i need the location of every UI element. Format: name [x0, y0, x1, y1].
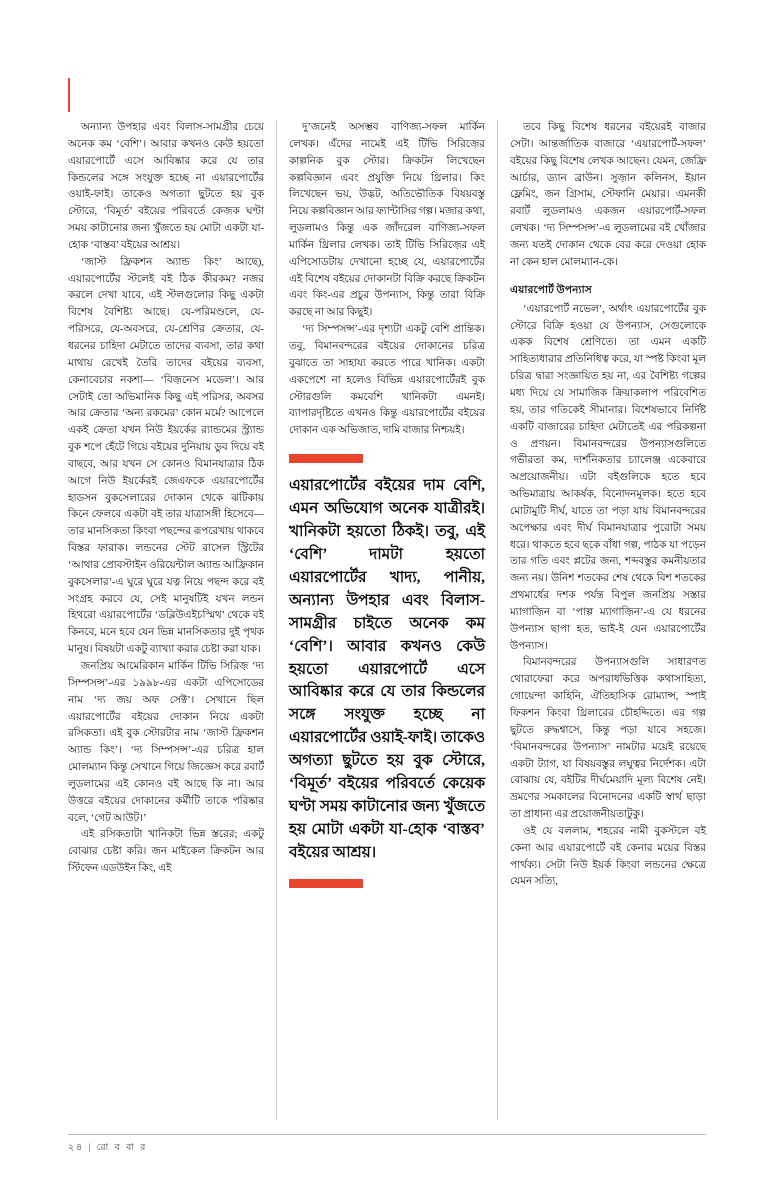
column-divider	[485, 120, 510, 1120]
page-number: ২৪ | রো ব বা র	[68, 1143, 148, 1153]
paragraph: ওই যে বললাম, শহরের নামী বুকস্টলে বই কেনা আর এয়ারপোর্টে বই কেনার ময়ের বিস্তর পার্থক্য। সেটা নিউ ইয়র্ক কিংবা লন্ডনের ক্ষেত্রে যেমন সত্যি,	[510, 825, 706, 888]
article-columns	[68, 120, 706, 1120]
section-heading: এয়ারপোর্ট উপন্যাস	[510, 284, 592, 296]
pull-quote	[289, 454, 485, 888]
pull-quote-rule-bottom	[289, 879, 363, 888]
paragraph: ‘দ্য সিম্পসন্স’-এর দৃশ্যটা একটু বেশি প্রান্তিক। তবু, বিমানবন্দরের বইয়ের দোকানের চরিত্র বুঝাতে তা সাহায্য করতে পারে খানিক। একটা একপেশে না হলেও বিভিন্ন এয়ারপোর্টেরই বুক স্টোরগুলি কমবেশি খানিকটা এমনই। ব্যাপারদৃষ্টিতে এখনও কিন্তু এয়ারপোর্টের বইয়ের দোকান এক অভিজাত, দামি বাজার নিশ্চয়ই।	[289, 324, 485, 437]
paragraph: তবে কিছু বিশেষ ধরনের বইয়েরই বাজার সেটা। আন্তর্জাতিক বাজারে ‘এয়ারপোর্ট-সফল’ বইয়ের কিছু বিশেষ লেখক আছেন। যেমন, জেফ্রি আর্চার, ড্যান ব্রাউন। সুজ়ান কলিনস, ইয়ান ফ্লেমিং, জন গ্রিসাম, স্টেফানি মেয়ার। এমনকী রবার্ট লুডলামও একজন এয়ারপোর্ট-সফল লেখক। ‘দ্য সিম্পসন্স’-এ লুডলামের বই খোঁজার জন্য যতই দোকান থেকে বের করে দেওয়া হোক না কেন হাল মোলম্যান-কে।	[510, 122, 706, 268]
column-divider	[264, 120, 289, 1120]
page-footer	[68, 1134, 706, 1155]
paragraph: এই রসিকতাটা খানিকটা ভিন্ন স্তরের; একটু বোঝার চেষ্টা করি। জন মাইকেল ক্রিকটন আর স্টিফেন এডউইন কিং, এই	[68, 829, 264, 875]
paragraph: বিমানবন্দরের উপন্যাসগুলি সাধারণত থোরাফেরা করে অপরাধভিত্তিক কথাসাহিত্য, গোয়েন্দা কাহিনি, ঐতিহাসিক রোম্যান্স, স্পাই ফিকশন কিংবা থ্রিলারের চৌহদ্দিতে। এর গল্প ছুটতে রুদ্ধশ্বাসে, কিন্তু পড়া যাবে সহজে। ‘বিমানবন্দরের উপন্যাস’ নামটার ময়েই রয়েছে একটা ট্যাগ, যা বিষয়বস্তুর লঘুত্বর নির্দেশক। এটা বোঝায় যে, বইটির দীর্ঘমেয়াদি মূল্য বিশেষ নেই। ভ্রমণের সমকালের বিনোদনের একটি স্বার্থ ছাড়া তা প্রাধান্য এর প্রয়োজনীয়তাটুকু।	[510, 657, 706, 821]
pull-quote-text: এয়ারপোর্টের বইয়ের দাম বেশি, এমন অভিযোগ অনেক যাত্রীরই। খানিকটা হয়তো ঠিকই। তবু, এই ‘বেশি’ দামটা হয়তো এয়ারপোর্টের খাদ্য, পানীয়, অন্যান্য উপহার এবং বিলাস-সামগ্রীর চাইতে অনেক কম ‘বেশি’। আবার কখনও কেউ হয়তো এয়ারপোর্টে এসে আবিষ্কার করে যে তার কিন্ডলের সঙ্গে সংযুক্ত হচ্ছে না এয়ারপোর্টের ওয়াই-ফাই। তাকেও অগত্যা ছুটতে হয় বুক স্টোরে, ‘বিমূর্ত’ বইয়ের পরিবর্তে কেয়েক ঘণ্টা সময় কাটানোর জন্য খুঁজতে হয় মোটা একটা যা-হোক ‘বাস্তব’ বইয়ের আশ্রয়।	[289, 477, 485, 862]
paragraph: জনপ্রিয় আমেরিকান মার্কিন টিভি সিরিজ় ‘দ্য সিম্পসন্স’-এর ১৯৯৮-এর একটা এপিসোডের নাম ‘দ্য জয় অফ সেক্ট’। সেখানে ছিল এয়ারপোর্টের বইয়ের দোকান নিয়ে একটা রসিকতা। এই বুক স্টোরটার নাম ‘জাস্ট ফ্রিকশন অ্যান্ড কিং’। ‘দ্য সিম্পসন্স’-এর চরিত্র হাল মোলম্যান কিন্তু সেখানে গিয়ে জিজ্ঞেস করে রবার্ট লুডলামের এই কোনও বই আছে কি না। আর উত্তরে বইয়ের দোকানের কর্মীটি তাকে পরিষ্কার বলে, ‘গেট আউট।’	[68, 661, 264, 824]
paragraph: অন্যান্য উপহার এবং বিলাস-সামগ্রীর চেয়ে অনেক কম ‘বেশি’। আবার কখনও কেউ হয়তো এয়ারপোর্টে এসে আবিষ্কার করে যে তার কিন্ডলের সঙ্গে সংযুক্ত হচ্ছে না এয়ারপোর্টের ওয়াই-ফাই। তাকেও অগত্যা ছুটতে হয় বুক স্টোরে, ‘বিমূর্ত’ বইয়ের পরিবর্তে কেজক ঘণ্টা সময় কাটানোর জন্য খুঁজতে হয় মোটা একটা যা-হোক ‘বাস্তব’ বইয়ের আশ্রয়।	[68, 122, 264, 251]
paragraph: দু’জনেই অসম্ভব বাণিজ্য-সফল মার্কিন লেখক। এঁদের নামেই এই টিভি সিরিজ়ের কাল্পনিক বুক স্টোর। ক্রিকটন লিখেছেন কল্পবিজ্ঞান এবং প্রযুক্তি নিয়ে থ্রিলার। কিং লিখেছেন ভয়, উদ্ভট, অতিভৌতিক বিষয়বস্তু নিয়ে কল্পবিজ্ঞান আর ফ্যান্টাসির গল্প। মজার কথা, লুডলামও কিন্তু এক জাঁদরেল বাণিজ্য-সফল মার্কিন থ্রিলার লেখক। তাই টিভি সিরিজ়ের এই এপিসোডটায় দেখানো হচ্ছে যে, এয়ারপোর্টের এই বিশেষ বইয়ের দোকানটা বিক্রি করছে ক্রিকটন এবং কিং-এর প্রচুর উপন্যাস, কিন্তু তারা বিক্রি করছে না আর কিছুই।	[289, 122, 486, 319]
column-middle	[289, 120, 485, 1120]
column-left	[68, 120, 264, 1120]
paragraph: ‘এয়ারপোর্ট নভেল’, অর্থাৎ এয়ারপোর্টের বুক স্টোরে বিক্রি হওয়া যে উপন্যাস, সেগুলোকে একক বিশেষ শ্রেণিতে। তা এমন একটি সাহিত্যধারার প্রতিনিধিত্ব করে, যা স্পষ্ট কিংবা মূল চরিত্র দ্বারা সংজ্ঞায়িত হয় না, এর বৈশিষ্ট্য গল্পের মধ্য দিয়ে যে সামাজিক ক্রিয়াকলাপ পরিবেশিত হয়, তার গতিকেই সীমানার। বিশেষভাবে নির্দিষ্ট একটি বাজারের চাহিদা মেটাতেই এর পরিকল্পনা ও প্রণয়ন। বিমানবন্দরের উপন্যাসগুলিতে গভীরতা কম, দার্শনিকতার চ্যালেঞ্জ একেবারে অপ্রয়োজনীয়। এটা বইগুলিকে হতে হবে অভিমাত্রায় আকর্ষক, বিনোদনমূলক। হতে হবে মোটামুটি দীর্ঘ, যাতে তা পড়া যায় বিমানবন্দরের অপেক্ষার এবং দীর্ঘ বিমানযাত্রার পুরোটা সময় ধরে। থাকতে হবে ছকে বাঁধা গল্প, পাঠক যা পড়েন তার গতি এবং প্লটের জন্য, শব্দবস্তুর কমনীয়তার জন্য নয়। উনিশ শতকের শেষ থেকে বিশ শতকের প্রথমার্ধের দশক পর্যন্ত বিপুল জনপ্রিয় সস্তার ম্যাগাজ়িন বা ‘পাল্প ম্যাগাজ়িন’-এ যে ধরনের উপন্যাস ছাপা হত, ভাই-ই যেন এয়ারপোর্টের উপন্যাস।	[510, 303, 706, 652]
accent-rule-top	[68, 78, 70, 112]
column-right	[510, 120, 706, 1120]
paragraph: ‘জাস্ট ফ্রিকশন অ্যান্ড কিং’ আছে), এয়ারপোর্টের স্টলেই বই ঠিক কীরকম? নজর করলে দেখা যাবে, এই স্টলগুলোর কিছু একটা বিশেষ বৈশিষ্ট্য আছে। যে-পরিমণ্ডলে, যে-পরিসরে, যে-অবসরে, যে-শ্রেণির ক্রেতার, যে-ধরনের চাহিদা মেটাতে তাদের ব্যবসা, তার কথা মাথায় রেখেই তৈরি তাদের বইয়ের ব্যবসা, কেনাবেচার নকশা— ‘বিজ়নেস মডেল’। আর সেটাই তো অভিমানিক কিছু এই পরিসর, অবসর আর ক্রেতার ‘অন্য রকমের’ কোন মর্মে? আপেলে একই ক্রেতা যখন নিউ ইয়র্কের র‌্যান্ডমের স্ট্র্যান্ড বুক শপে হেঁটে গিয়ে বইয়ের দুনিয়ায় ডুব দিয়ে বই বাছবে, আর যখন সে কোনও বিমানযাত্রার ঠিক আগে নিউ ইয়র্কেরই জেএফকে এয়ারপোর্টের হাডসন বুকসেলারের দোকান থেকে ঝটিকায় কিনে ফেলবে একটা বই তার যাত্রাসঙ্গী হিসেবে— তার মানসিকতা কিংবা পছন্দের রূপরেখায় থাকবে বিস্তর ফারাক। লন্ডনের স্টেট রাসেল স্ট্রিটের ‘আথার প্রোবস্টাইন ওরিয়েন্টাল অ্যান্ড আফ্রিকান বুকসেলার’-এ ঘুরে ঘুরে যত্ন নিয়ে পছন্দ করে বই সংগ্রহ করবে যে, সেই মানুষটিই যখন লন্ডন হিথরো এয়ারপোর্টের ‘ডব্লিউএইচস্মিথ’ থেকে বই কিনবে, মনে হবে যেন ভিন্ন মানসিকতার দুই পৃথক মানুষ। বিষয়টা একটু ব্যাখ্যা করার চেষ্টা করা যাক।	[68, 256, 264, 656]
pull-quote-rule-top	[289, 454, 363, 463]
